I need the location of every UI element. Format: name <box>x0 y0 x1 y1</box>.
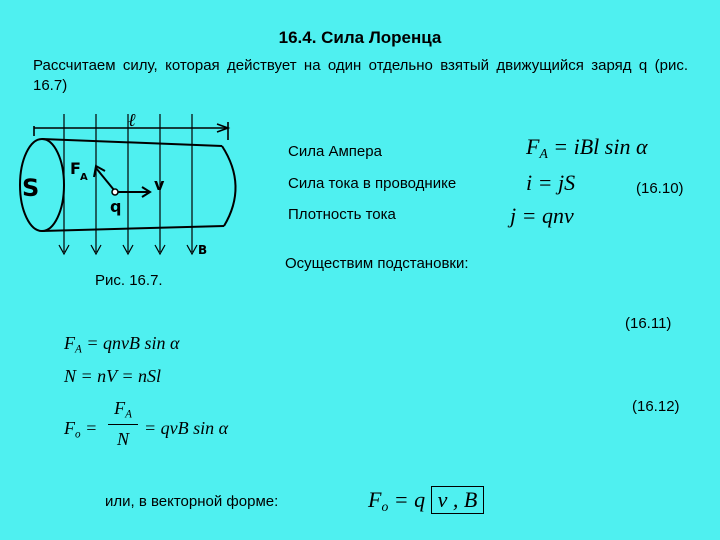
fraction-numerator: $F_A$ <box>114 398 132 421</box>
eq-number-16-10: (16.10) <box>636 180 684 197</box>
ampere-label: Сила Ампера <box>288 143 382 160</box>
lorentz-lhs: $F_o$ = <box>64 418 98 441</box>
current-label: Сила тока в проводнике <box>288 175 457 192</box>
density-label: Плотность тока <box>288 206 396 223</box>
cross-product-bracket: v , B <box>431 486 485 514</box>
eq-number-16-11: (16.11) <box>625 315 672 332</box>
force-arrow <box>96 168 114 190</box>
velocity-label: v <box>154 175 165 194</box>
vector-form-label: или, в векторной форме: <box>105 493 279 510</box>
substitution-line-2: N = nV = nSl <box>64 366 161 386</box>
figure-caption: Рис. 16.7. <box>95 272 163 289</box>
charge-dot <box>112 189 118 195</box>
cylinder-right-end <box>222 146 236 226</box>
length-label: ℓ <box>128 110 136 131</box>
pole-label: S <box>22 174 40 202</box>
density-formula: j = qnv <box>510 203 574 228</box>
vector-form-formula: $F_o = q$ v , B <box>368 486 484 515</box>
ampere-formula: $F_A$ = iBl sin α <box>526 134 648 162</box>
fraction-bar <box>108 424 138 425</box>
cylinder-bottom <box>42 226 224 231</box>
force-label: F <box>70 159 81 178</box>
lorentz-rhs: = qvB sin α <box>144 418 229 438</box>
substitution-label: Осуществим подстановки: <box>285 255 469 272</box>
current-formula: i = jS <box>526 170 576 195</box>
field-lines <box>59 114 197 254</box>
figure-16-7 <box>12 106 252 266</box>
field-label: B <box>198 243 208 257</box>
eq-number-16-12: (16.12) <box>632 398 680 415</box>
cylinder-top <box>42 139 222 146</box>
force-sub-label: A <box>80 172 88 183</box>
fraction-denominator: N <box>116 429 129 449</box>
intro-text: Рассчитаем силу, которая действует на один отдельно взятый движущийся заряд q (рис. 16.7) <box>33 57 688 94</box>
charge-label: q <box>110 197 122 216</box>
page-title: 16.4. Сила Лоренца <box>278 28 442 47</box>
substitution-line-1: $F_A$ = qnvB sin α <box>64 333 180 356</box>
